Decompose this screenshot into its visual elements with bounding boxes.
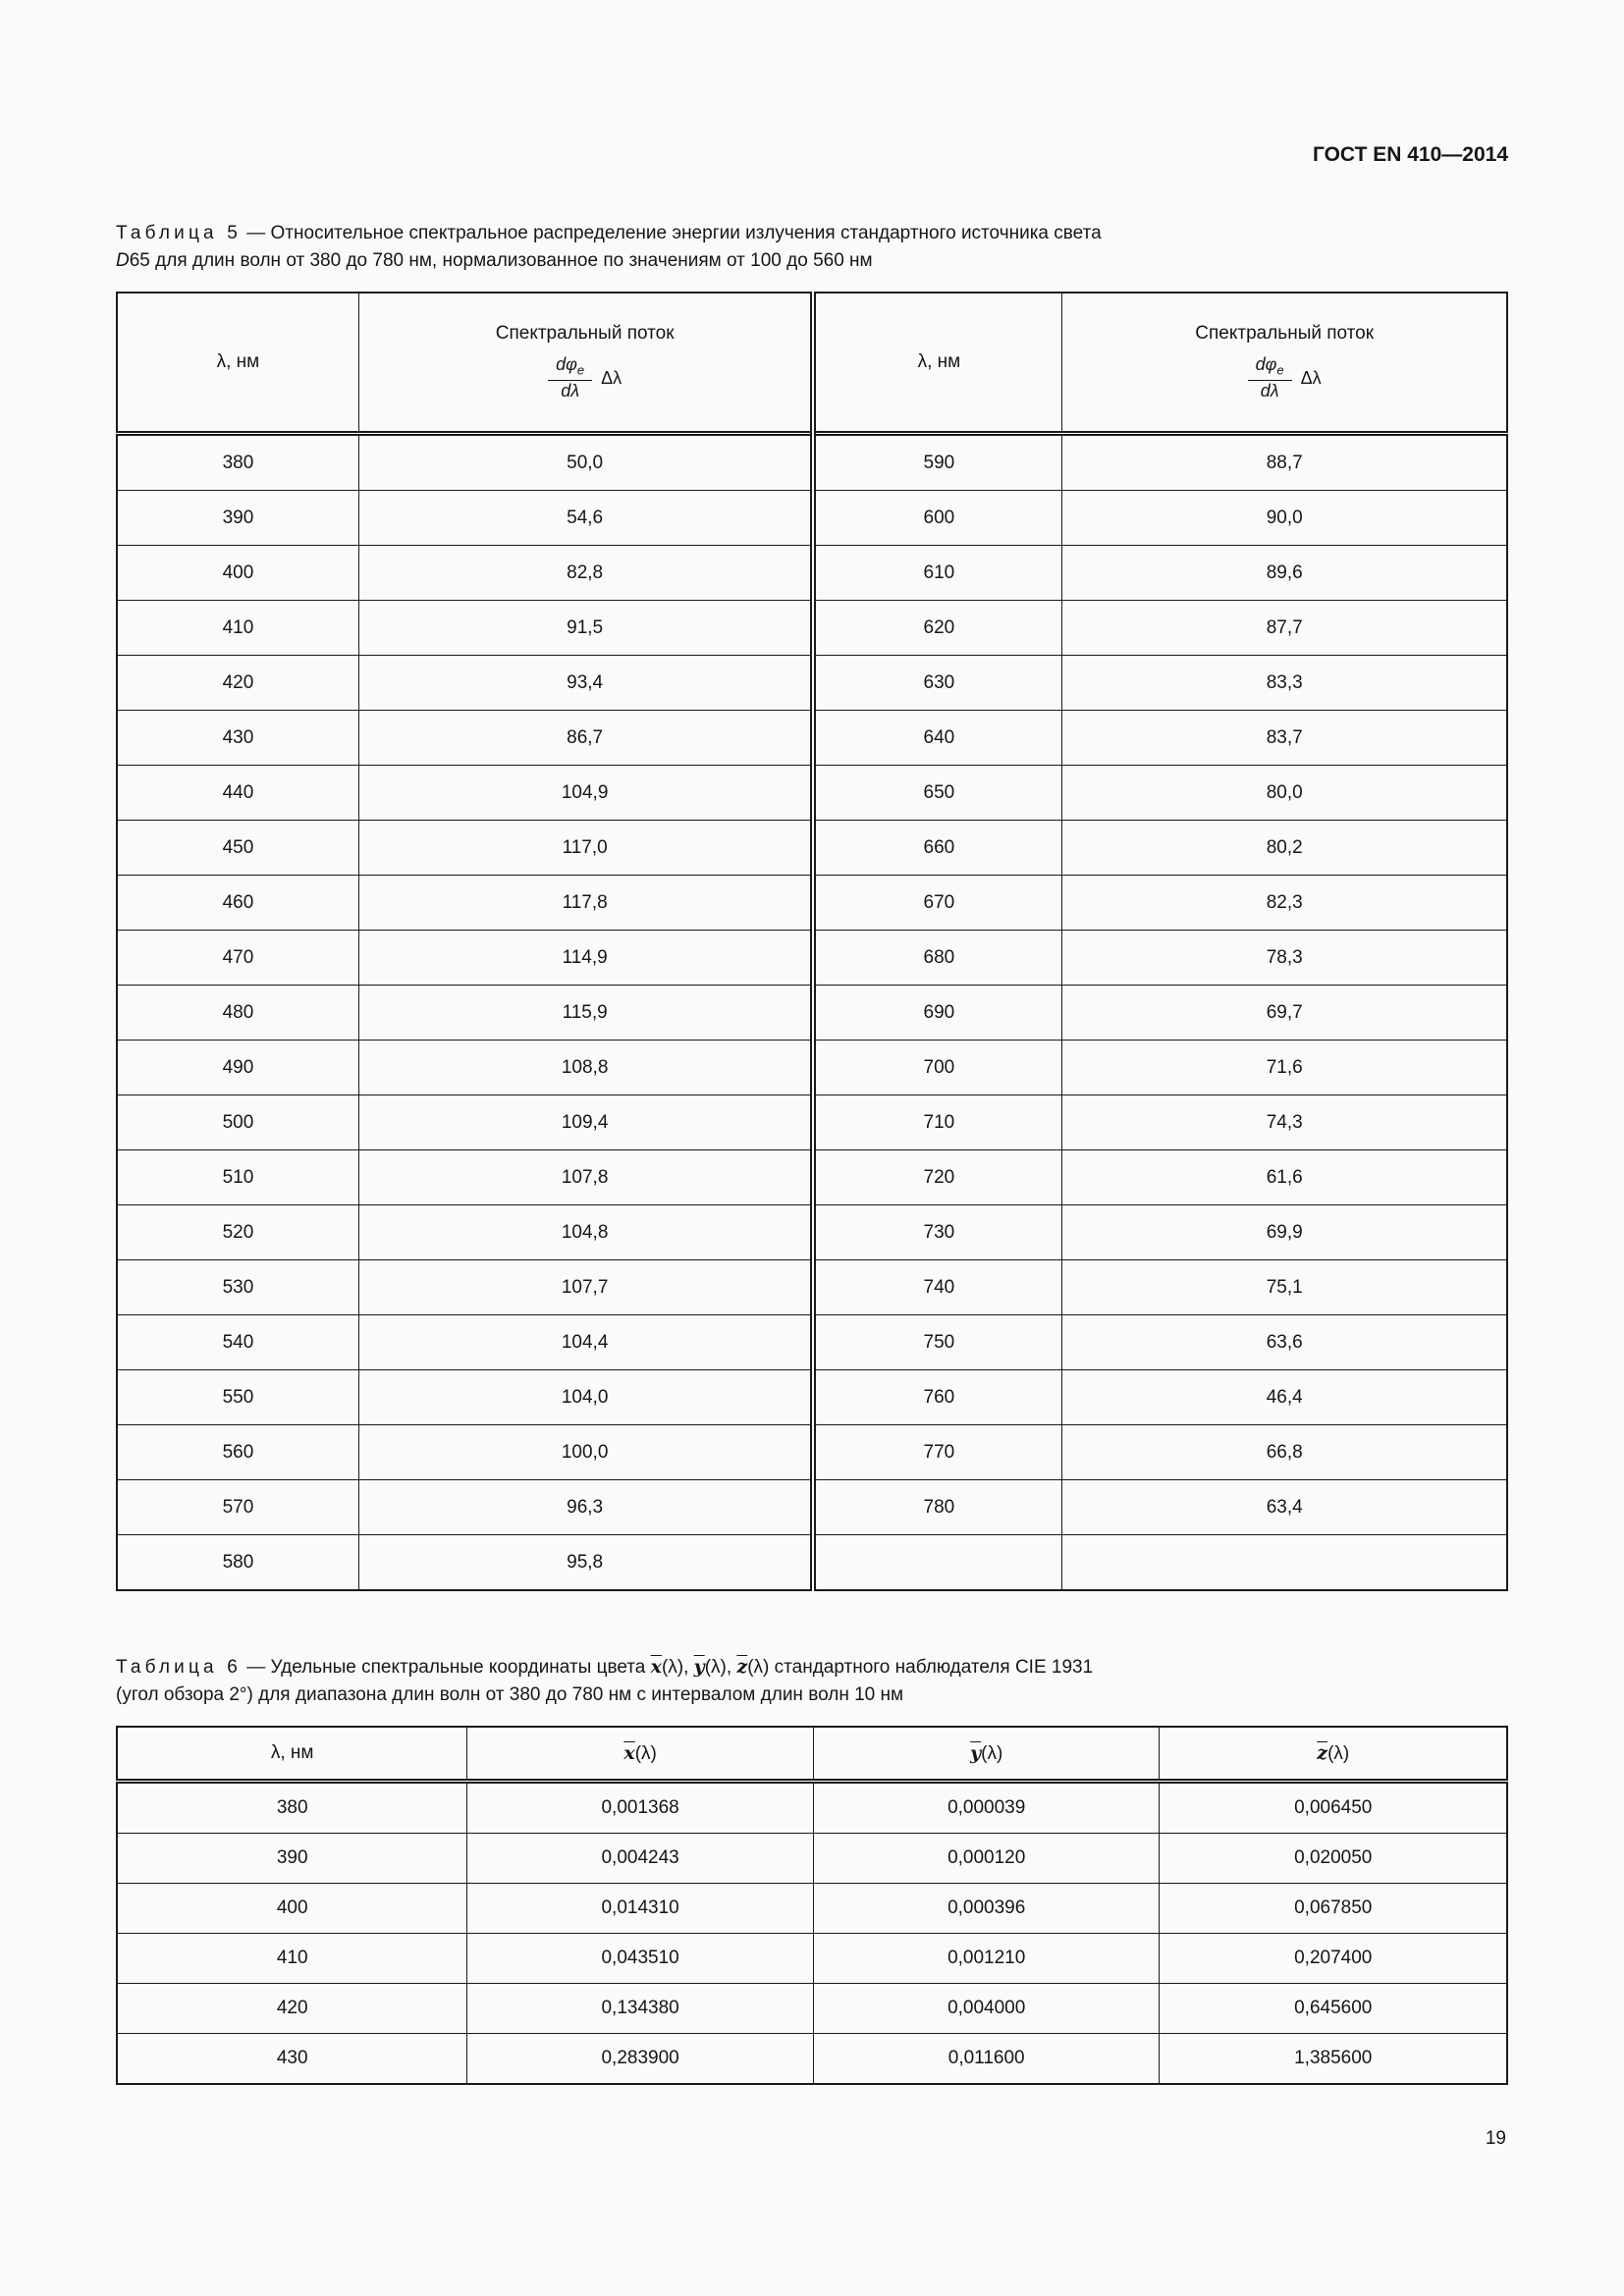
wavelength-cell: 430 [117,2034,467,2085]
wavelength-cell: 670 [813,876,1061,931]
table5-caption-label: Таблица 5 [116,223,242,243]
wavelength-cell: 460 [117,876,358,931]
col-header-xbar: $\overline{x}(\lambda)$ [467,1727,814,1782]
ybar-cell: 0,000039 [813,1782,1160,1834]
table-row [117,821,1507,876]
wavelength-cell: 740 [813,1260,1061,1315]
z-bar-symbol: $\overline{z}$ [1317,1741,1328,1764]
flux-cell: 108,8 [358,1041,813,1095]
wavelength-cell: 720 [813,1150,1061,1205]
table5-header-row [117,293,1507,434]
wavelength-cell: 390 [117,491,358,546]
flux-cell: 96,3 [358,1480,813,1535]
caption-dash: — [246,1657,266,1679]
xbar-cell: 0,134380 [467,1984,814,2034]
col-header-wavelength: λ, нм [117,1727,467,1782]
table-row [117,2034,1507,2085]
table6-caption-line1: Таблица 6 — Удельные спектральные координаты цвета $\overline{x}(\lambda)$, $\overline{y}(\lambda)$, $\overline{z}(\lambda)$ стандартного наблюдателя CIE 1931 [116,1656,1094,1679]
wavelength-cell: 710 [813,1095,1061,1150]
xbar-cell: 0,004243 [467,1834,814,1884]
zbar-cell: 0,645600 [1160,1984,1507,2034]
zbar-cell: 0,067850 [1160,1884,1507,1934]
ybar-cell: 0,000120 [813,1834,1160,1884]
table-row [117,1834,1507,1884]
wavelength-cell: 590 [813,434,1061,491]
flux-cell: 63,4 [1062,1480,1507,1535]
flux-cell: 89,6 [1062,546,1507,601]
flux-cell: 114,9 [358,931,813,986]
wavelength-cell: 660 [813,821,1061,876]
wavelength-cell: 400 [117,1884,467,1934]
flux-cell: 46,4 [1062,1370,1507,1425]
table6-color-coordinates [116,1726,1508,2085]
y-bar-symbol: $\overline{y}$ [693,1656,705,1679]
table-row [117,434,1507,491]
wavelength-cell: 630 [813,656,1061,711]
wavelength-cell: 610 [813,546,1061,601]
wavelength-cell: 500 [117,1095,358,1150]
xbar-cell: 0,043510 [467,1934,814,1984]
flux-title: Спектральный поток [1195,322,1375,344]
flux-cell: 109,4 [358,1095,813,1150]
flux-cell: 50,0 [358,434,813,491]
zbar-cell: 1,385600 [1160,2034,1507,2085]
wavelength-cell: 530 [117,1260,358,1315]
wavelength-cell: 620 [813,601,1061,656]
col-header-wavelength-right: λ, нм [813,293,1061,434]
flux-cell: 107,7 [358,1260,813,1315]
flux-cell: 104,0 [358,1370,813,1425]
wavelength-cell: 650 [813,766,1061,821]
flux-cell: 100,0 [358,1425,813,1480]
x-bar-symbol: $\overline{x}$ [623,1741,635,1764]
table-row [117,1934,1507,1984]
wavelength-cell: 430 [117,711,358,766]
table-row [117,986,1507,1041]
flux-cell: 54,6 [358,491,813,546]
wavelength-cell: 600 [813,491,1061,546]
table-row [117,1260,1507,1315]
table-row [117,1884,1507,1934]
wavelength-cell: 540 [117,1315,358,1370]
table-row [117,1425,1507,1480]
flux-cell: 61,6 [1062,1150,1507,1205]
wavelength-cell: 750 [813,1315,1061,1370]
table-row [117,1480,1507,1535]
ybar-cell: 0,000396 [813,1884,1160,1934]
wavelength-cell: 490 [117,1041,358,1095]
table6-caption-line2: (угол обзора 2°) для диапазона длин волн от 380 до 780 нм с интервалом длин волн 10 нм [116,1683,904,1705]
col-header-ybar: $\overline{y}(\lambda)$ [813,1727,1160,1782]
flux-cell: 104,4 [358,1315,813,1370]
z-bar-symbol: $\overline{z}$ [736,1656,748,1679]
wavelength-cell: 410 [117,1934,467,1984]
flux-cell: 80,2 [1062,821,1507,876]
table5-caption [116,220,1508,274]
wavelength-cell: 760 [813,1370,1061,1425]
flux-cell: 107,8 [358,1150,813,1205]
flux-cell: 71,6 [1062,1041,1507,1095]
wavelength-cell: 780 [813,1480,1061,1535]
col-header-flux-right [1062,293,1507,434]
table-row [117,711,1507,766]
wavelength-cell: 560 [117,1425,358,1480]
flux-cell: 82,3 [1062,876,1507,931]
flux-cell: 78,3 [1062,931,1507,986]
xbar-cell: 0,283900 [467,2034,814,2085]
y-bar-symbol: $\overline{y}$ [970,1741,982,1764]
wavelength-cell: 420 [117,1984,467,2034]
table5-spectral-flux [116,292,1508,1591]
wavelength-cell: 440 [117,766,358,821]
wavelength-cell: 700 [813,1041,1061,1095]
wavelength-cell: 570 [117,1480,358,1535]
flux-formula: $\frac{d\varphi_e}{d\lambda}$ Δλ [548,354,622,402]
table5-caption-line1: Таблица 5 — Относительное спектральное распределение энергии излучения стандартного источника света [116,223,1102,243]
flux-cell: 117,0 [358,821,813,876]
wavelength-cell: 690 [813,986,1061,1041]
flux-cell: 104,8 [358,1205,813,1260]
document-header: ГОСТ EN 410—2014 [1312,143,1508,166]
table-row [117,1150,1507,1205]
wavelength-cell: 580 [117,1535,358,1591]
table-row [117,1535,1507,1591]
ybar-cell: 0,004000 [813,1984,1160,2034]
flux-cell: 74,3 [1062,1095,1507,1150]
table-row [117,601,1507,656]
flux-cell: 87,7 [1062,601,1507,656]
zbar-cell: 0,207400 [1160,1934,1507,1984]
flux-cell: 69,7 [1062,986,1507,1041]
wavelength-cell: 450 [117,821,358,876]
table6-caption-label: Таблица 6 [116,1657,242,1679]
table-row [117,1984,1507,2034]
wavelength-cell: 730 [813,1205,1061,1260]
wavelength-cell: 420 [117,656,358,711]
flux-formula: $\frac{d\varphi_e}{d\lambda}$ Δλ [1248,354,1322,402]
zbar-cell: 0,006450 [1160,1782,1507,1834]
flux-cell: 83,7 [1062,711,1507,766]
wavelength-cell [813,1535,1061,1591]
flux-cell: 75,1 [1062,1260,1507,1315]
wavelength-cell: 480 [117,986,358,1041]
flux-cell: 88,7 [1062,434,1507,491]
page-number: 19 [1485,2128,1506,2150]
table-row [117,931,1507,986]
table-row [117,1205,1507,1260]
table-row [117,1370,1507,1425]
flux-cell: 104,9 [358,766,813,821]
table6-caption [116,1654,1508,1708]
flux-cell [1062,1535,1507,1591]
flux-cell: 66,8 [1062,1425,1507,1480]
flux-cell: 91,5 [358,601,813,656]
table-row [117,876,1507,931]
flux-cell: 90,0 [1062,491,1507,546]
flux-cell: 115,9 [358,986,813,1041]
table-row [117,766,1507,821]
table5-caption-line2: D65 для длин волн от 380 до 780 нм, нормализованное по значениям от 100 до 560 нм [116,249,873,271]
caption-dash: — [246,223,266,243]
flux-cell: 80,0 [1062,766,1507,821]
col-header-flux-left [358,293,813,434]
zbar-cell: 0,020050 [1160,1834,1507,1884]
table-row [117,1315,1507,1370]
flux-cell: 95,8 [358,1535,813,1591]
flux-cell: 86,7 [358,711,813,766]
table-row [117,491,1507,546]
flux-cell: 117,8 [358,876,813,931]
ybar-cell: 0,001210 [813,1934,1160,1984]
wavelength-cell: 520 [117,1205,358,1260]
table-row [117,546,1507,601]
table-row [117,1041,1507,1095]
flux-cell: 82,8 [358,546,813,601]
wavelength-cell: 770 [813,1425,1061,1480]
wavelength-cell: 380 [117,1782,467,1834]
wavelength-cell: 380 [117,434,358,491]
xbar-cell: 0,001368 [467,1782,814,1834]
ybar-cell: 0,011600 [813,2034,1160,2085]
wavelength-cell: 680 [813,931,1061,986]
wavelength-cell: 550 [117,1370,358,1425]
table-row [117,1095,1507,1150]
col-header-wavelength-left: λ, нм [117,293,358,434]
wavelength-cell: 510 [117,1150,358,1205]
table-row [117,1782,1507,1834]
wavelength-cell: 640 [813,711,1061,766]
xbar-cell: 0,014310 [467,1884,814,1934]
table6-header-row [117,1727,1507,1782]
x-bar-symbol: $\overline{x}$ [650,1656,662,1679]
flux-cell: 69,9 [1062,1205,1507,1260]
col-header-zbar: $\overline{z}(\lambda)$ [1160,1727,1507,1782]
wavelength-cell: 470 [117,931,358,986]
flux-title: Спектральный поток [495,322,675,344]
flux-cell: 63,6 [1062,1315,1507,1370]
flux-cell: 93,4 [358,656,813,711]
wavelength-cell: 390 [117,1834,467,1884]
wavelength-cell: 410 [117,601,358,656]
wavelength-cell: 400 [117,546,358,601]
flux-cell: 83,3 [1062,656,1507,711]
table-row [117,656,1507,711]
